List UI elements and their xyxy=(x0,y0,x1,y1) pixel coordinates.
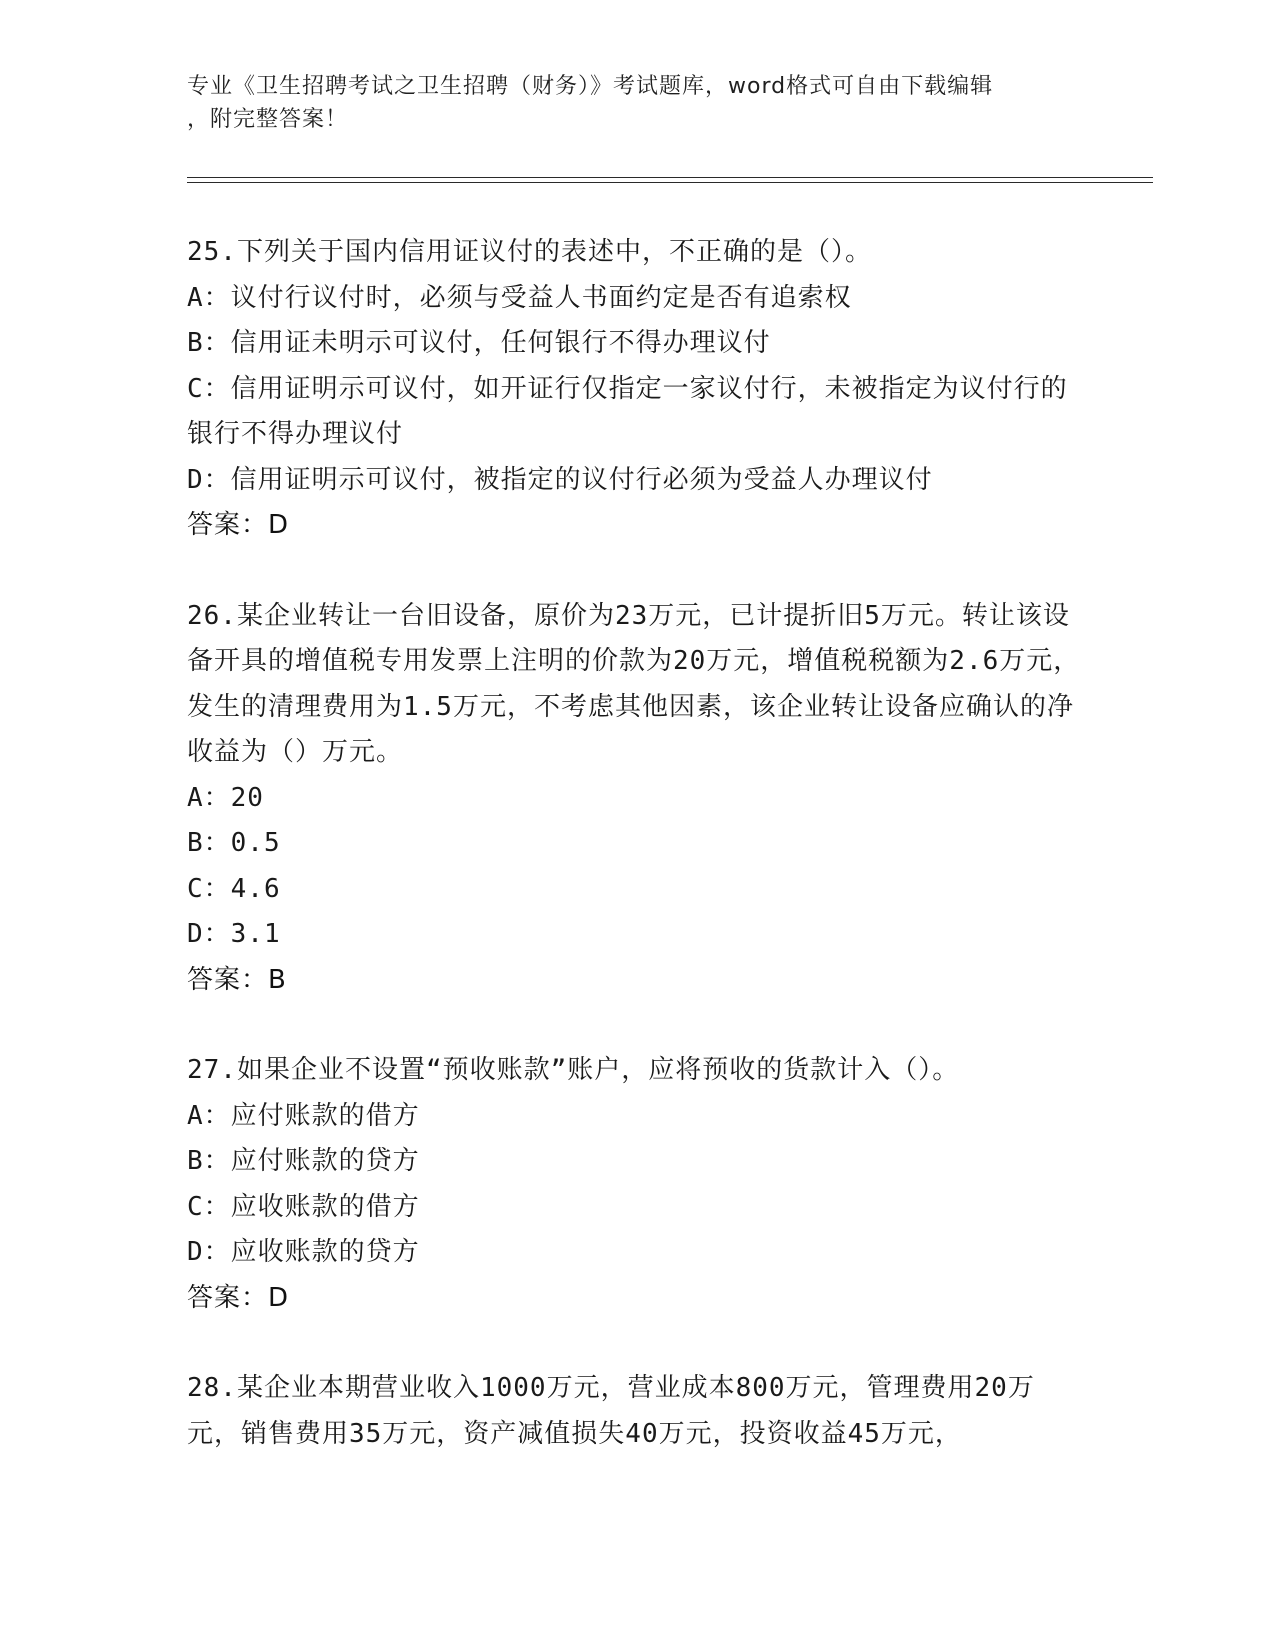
option-b: B：0.5 xyxy=(187,828,281,858)
answer-label: 答案：D xyxy=(187,1282,290,1313)
question-stem: 25.下列关于国内信用证议付的表述中，不正确的是（）。 xyxy=(187,237,872,267)
header-divider-top xyxy=(187,177,1153,178)
option-d: D：应收账款的贷方 xyxy=(187,1237,420,1267)
option-d: D：3.1 xyxy=(187,919,281,949)
question-stem: 27.如果企业不设置“预收账款”账户，应将预收的货款计入（）。 xyxy=(187,1055,960,1085)
option-a: A：20 xyxy=(187,782,264,813)
option-a: A：应付账款的借方 xyxy=(187,1100,420,1131)
question-stem: 28.某企业本期营业收入1000万元，营业成本800万元，管理费用20万元，销售费用35万元，资产减值损失40万元，投资收益45万元， xyxy=(187,1373,1035,1449)
question-25 xyxy=(187,230,1087,549)
answer-label: 答案：D xyxy=(187,510,290,540)
option-b: B：信用证未明示可议付，任何银行不得办理议付 xyxy=(187,328,771,358)
option-b: B：应付账款的贷方 xyxy=(187,1146,420,1176)
header-line-1: 专业《卫生招聘考试之卫生招聘（财务）》考试题库，word格式可自由下载编辑 xyxy=(187,74,994,99)
option-a: A：议付行议付时，必须与受益人书面约定是否有追索权 xyxy=(187,282,852,313)
question-26 xyxy=(187,594,1087,1004)
question-28 xyxy=(187,1366,1087,1457)
header-divider-bottom xyxy=(187,182,1153,183)
answer-label: 答案：B xyxy=(187,964,287,995)
document-header xyxy=(187,70,1067,136)
option-c: C：应收账款的借方 xyxy=(187,1191,420,1222)
question-list xyxy=(187,230,1087,1502)
option-c: C：4.6 xyxy=(187,873,281,904)
question-27 xyxy=(187,1048,1087,1321)
header-line-2: ，附完整答案！ xyxy=(187,107,349,132)
option-d: D：信用证明示可议付，被指定的议付行必须为受益人办理议付 xyxy=(187,464,933,495)
question-stem: 26.某企业转让一台旧设备，原价为23万元，已计提折旧5万元。转让该设备开具的增值税专用发票上注明的价款为20万元，增值税税额为2.6万元，发生的清理费用为1.5万元，不考虑其他因素，该企业转让设备应确认的净收益为（）万元。 xyxy=(187,600,1081,767)
option-c: C：信用证明示可议付，如开证行仅指定一家议付行，未被指定为议付行的银行不得办理议付 xyxy=(187,373,1068,449)
